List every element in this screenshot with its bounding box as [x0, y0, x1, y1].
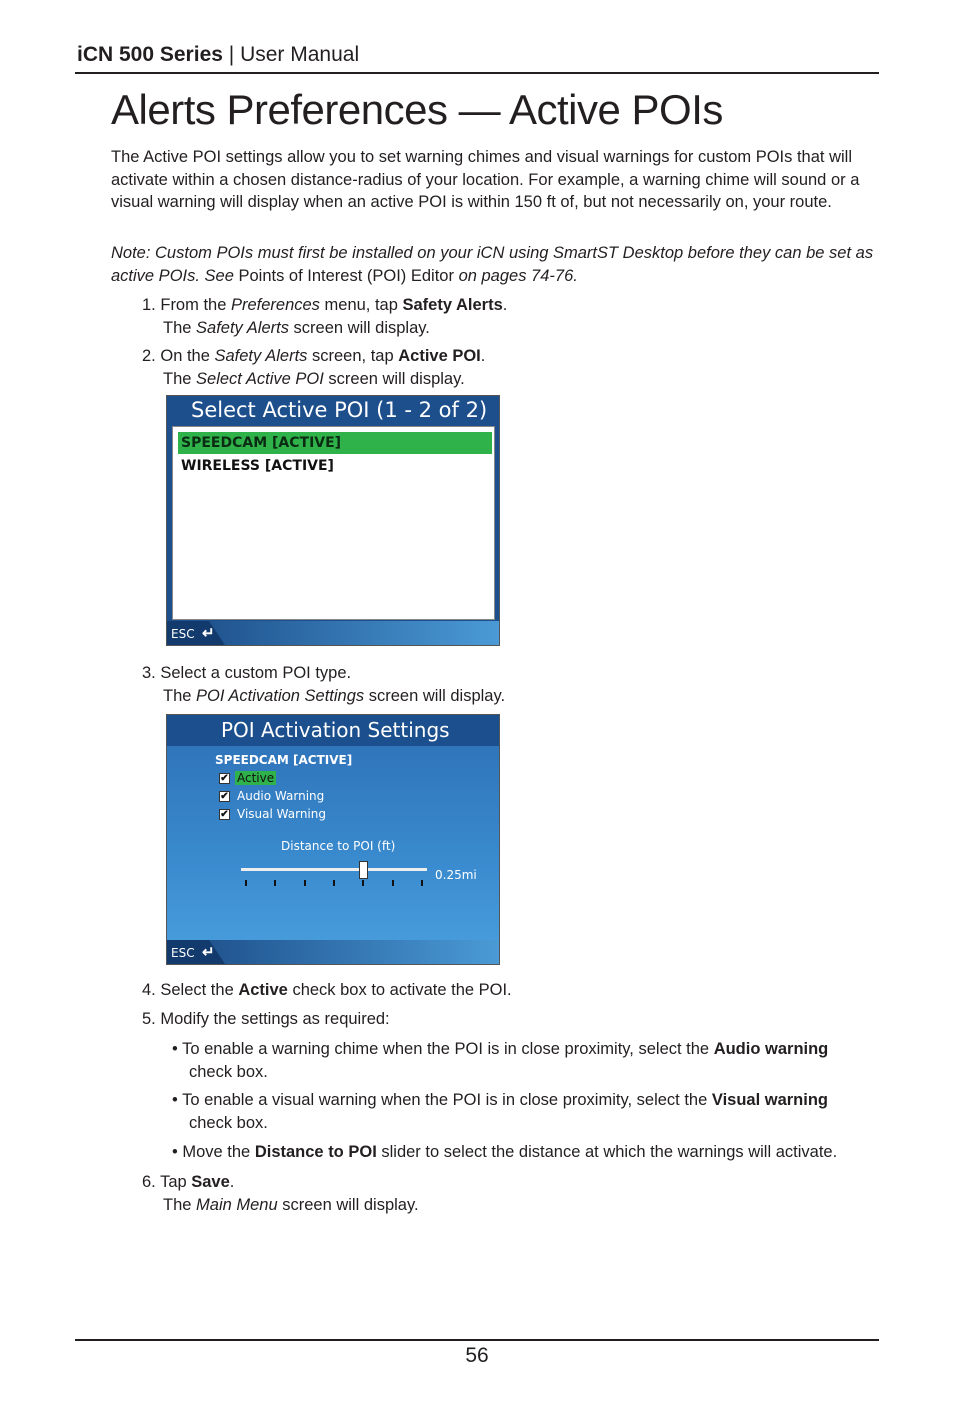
screen-title: POI Activation Settings	[221, 718, 450, 742]
footer-divider	[75, 1339, 879, 1341]
audio-warning-checkbox[interactable]: ✔	[220, 791, 229, 802]
note-part1: Note: Custom POIs must first be installed on your iCN using SmartST Desktop before they can be set as active POIs. See	[111, 244, 874, 285]
step-text: From the	[160, 296, 231, 314]
distance-slider-thumb[interactable]	[359, 861, 368, 879]
step-3	[142, 662, 882, 707]
note-paragraph	[111, 242, 881, 287]
step-text: .	[502, 296, 508, 314]
list-item[interactable]: WIRELESS [ACTIVE]	[181, 458, 334, 474]
slider-value: 0.25mi	[435, 868, 477, 882]
bullet-item	[172, 1038, 882, 1083]
bullet-item	[172, 1089, 882, 1134]
bullet-text: • To enable a warning chime when the POI is in close proximity, select the	[172, 1040, 714, 1058]
header-manual: User Manual	[240, 43, 360, 66]
page-title: Alerts Preferences — Active POIs	[111, 86, 723, 133]
list-item[interactable]: SPEEDCAM [ACTIVE]	[178, 432, 492, 454]
step-sub-italic: Safety Alerts	[196, 318, 289, 337]
distance-slider-track[interactable]	[241, 868, 427, 871]
bullet-text: slider to select the distance at which the warnings will activate.	[376, 1143, 838, 1161]
step-sub-text: screen will display.	[323, 369, 465, 388]
bullet-bold: Visual warning	[711, 1091, 829, 1109]
bullet-continuation: check box.	[189, 1113, 268, 1132]
step-number: 2.	[142, 347, 156, 365]
step-bold: Active POI	[398, 347, 481, 365]
step-number: 6.	[142, 1173, 156, 1191]
slider-tick	[304, 880, 306, 886]
step-sub-text: The	[163, 318, 197, 337]
poi-activation-settings-screenshot	[166, 714, 500, 965]
bullet-text: • Move the	[172, 1143, 255, 1161]
header-separator: |	[222, 43, 241, 66]
step-sub-italic: Select Active POI	[196, 369, 324, 388]
slider-tick	[421, 880, 423, 886]
step-5	[142, 1008, 882, 1031]
step-bold: Safety Alerts	[402, 296, 503, 314]
page-header	[75, 42, 879, 74]
step-text: screen, tap	[307, 347, 399, 365]
step-sub-italic: Main Menu	[196, 1195, 278, 1214]
step-number: 3.	[142, 664, 156, 682]
step-text: Select a custom POI type.	[160, 664, 352, 682]
visual-warning-checkbox[interactable]: ✔	[220, 809, 229, 820]
bullet-text: • To enable a visual warning when the POI is in close proximity, select the	[172, 1091, 712, 1109]
note-link: Points of Interest (POI) Editor	[238, 266, 454, 285]
active-label: Active	[237, 771, 275, 785]
step-6	[142, 1171, 882, 1216]
poi-list	[172, 426, 495, 620]
distance-label: Distance to POI (ft)	[281, 839, 396, 853]
slider-tick	[392, 880, 394, 886]
step-number: 5.	[142, 1010, 156, 1028]
screen-title: Select Active POI (1 - 2 of 2)	[191, 398, 488, 422]
return-arrow-icon: ↵	[202, 625, 215, 642]
note-part2: on pages 74-76.	[453, 266, 578, 285]
step-sub-text: screen will display.	[277, 1195, 419, 1214]
step-number: 1.	[142, 296, 156, 314]
step-sub-text: The	[163, 686, 197, 705]
step-1	[142, 294, 882, 339]
slider-tick	[245, 880, 247, 886]
esc-label: ESC	[171, 946, 195, 960]
slider-tick	[333, 880, 335, 886]
header-series: iCN 500 Series	[77, 43, 223, 66]
step-text: On the	[160, 347, 215, 365]
select-active-poi-screenshot	[166, 395, 500, 646]
poi-name: SPEEDCAM [ACTIVE]	[215, 753, 353, 767]
step-sub-italic: POI Activation Settings	[196, 686, 365, 705]
slider-tick	[274, 880, 276, 886]
step-text: Tap	[160, 1173, 192, 1191]
header-text	[77, 43, 359, 67]
step-text: Modify the settings as required:	[160, 1010, 390, 1028]
step-2	[142, 345, 882, 390]
step-sub-text: The	[163, 369, 197, 388]
step-number: 4.	[142, 981, 156, 999]
visual-warning-label: Visual Warning	[237, 807, 326, 821]
step-4	[142, 979, 882, 1002]
step-italic: Safety Alerts	[214, 347, 308, 365]
esc-label: ESC	[171, 627, 195, 641]
bullet-continuation: check box.	[189, 1062, 268, 1081]
step-bold: Save	[191, 1173, 230, 1191]
return-arrow-icon: ↵	[202, 944, 215, 961]
active-checkbox[interactable]: ✔	[220, 773, 229, 784]
page-number: 56	[465, 1344, 489, 1367]
step-text: Select the	[160, 981, 239, 999]
bullet-bold: Distance to POI	[254, 1143, 377, 1161]
step-text: check box to activate the POI.	[287, 981, 512, 999]
step-bold: Active	[238, 981, 288, 999]
slider-tick	[362, 880, 364, 886]
step-sub-text: screen will display.	[364, 686, 506, 705]
step-text: .	[229, 1173, 235, 1191]
step-text: menu, tap	[319, 296, 403, 314]
bullet-bold: Audio warning	[713, 1040, 829, 1058]
step-italic: Preferences	[230, 296, 320, 314]
step-sub-text: screen will display.	[288, 318, 430, 337]
bullet-item	[172, 1141, 882, 1164]
audio-warning-label: Audio Warning	[237, 789, 325, 803]
step-sub-text: The	[163, 1195, 197, 1214]
step-text: .	[480, 347, 486, 365]
intro-paragraph: The Active POI settings allow you to set warning chimes and visual warnings for custom POIs that will activate within a chosen distance-radius of your location. For example, a warning chime will sound or a visual warning will display when an active POI is within 150 ft of, but not necessarily on, your route.	[111, 148, 860, 211]
